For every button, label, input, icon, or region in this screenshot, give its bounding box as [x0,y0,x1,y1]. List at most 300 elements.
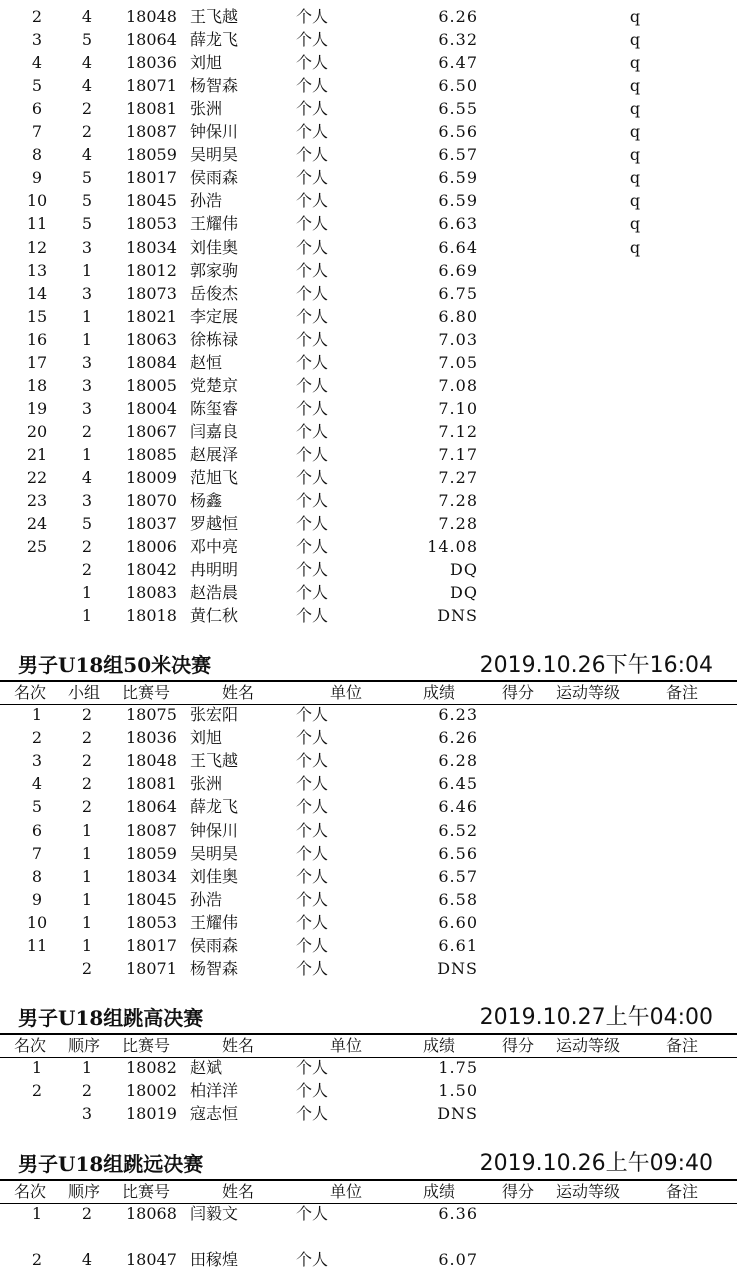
table-row [0,351,747,374]
result-cell: 6.26 [438,7,478,26]
group-cell: 3 [81,352,93,372]
bib-cell: 18036 [126,53,177,73]
bib-cell: 18064 [126,30,177,50]
result-cell: 6.75 [438,283,478,303]
bib-cell: 18004 [126,398,177,418]
section-time: 2019.10.27上午04:00 [479,1005,713,1030]
rank-cell: 5 [31,797,43,817]
result-cell: 6.46 [438,797,478,817]
rank-cell: 6 [31,820,43,840]
group-cell: 5 [81,30,93,50]
table-row [0,772,747,795]
name-cell: 黄仁秋 [190,606,239,626]
rank-cell: 9 [31,889,43,909]
bib-cell: 18071 [126,959,177,979]
header-rank: 名次 [14,1036,47,1055]
unit-cell: 个人 [296,99,329,119]
name-cell: 郭家驹 [190,260,239,280]
header-bib: 比赛号 [122,683,171,702]
result-cell: 7.12 [438,421,478,441]
name-cell: 赵浩晨 [190,583,239,603]
bib-cell: 18019 [126,1104,177,1123]
group-cell: 1 [81,444,93,464]
name-cell: 刘旭 [190,53,223,73]
name-cell: 岳俊杰 [190,283,239,303]
table-row [0,703,747,726]
name-cell: 侯雨森 [190,936,239,955]
name-cell: 王飞越 [190,7,239,26]
name-cell: 柏洋洋 [190,1081,239,1100]
result-cell: DQ [450,560,478,580]
qualifier-cell: q [629,168,641,188]
table-row [0,1056,747,1079]
bib-cell: 18045 [126,191,177,211]
section-title: 男子U18组跳远决赛 [18,1152,204,1176]
unit-cell: 个人 [296,283,329,303]
bib-cell: 18063 [126,329,177,349]
group-cell: 3 [81,491,93,511]
group-cell: 4 [81,1250,93,1269]
qualifier-cell: q [629,145,641,165]
table-row [0,466,747,489]
unit-cell: 个人 [296,1081,329,1100]
unit-cell: 个人 [296,53,329,73]
name-cell: 赵斌 [190,1058,223,1077]
rank-cell: 1 [31,1204,43,1223]
unit-cell: 个人 [296,191,329,211]
bib-cell: 18037 [126,514,177,534]
result-cell: DQ [450,583,478,603]
table-row [0,305,747,328]
header-unit: 单位 [330,1182,363,1201]
unit-cell: 个人 [296,30,329,50]
result-cell: 7.03 [438,329,478,349]
qualifier-cell: q [629,53,641,73]
name-cell: 刘佳奥 [190,237,239,257]
table-row [0,282,747,305]
group-cell: 2 [81,774,93,794]
rank-cell: 17 [26,352,48,372]
result-cell: 6.80 [438,306,478,326]
bib-cell: 18084 [126,352,177,372]
group-cell: 4 [81,76,93,96]
qualifier-cell: q [629,214,641,234]
result-cell: 14.08 [427,537,478,557]
rank-cell: 24 [26,514,48,534]
name-cell: 李定展 [190,306,239,326]
result-cell: 6.55 [438,99,478,119]
header-unit: 单位 [330,683,363,702]
group-cell: 2 [81,537,93,557]
section-title: 男子U18组50米决赛 [18,653,212,677]
group-cell: 1 [81,1058,93,1077]
header-score: 得分 [502,1036,535,1055]
bib-cell: 18081 [126,99,177,119]
bib-cell: 18071 [126,76,177,96]
header-level: 运动等级 [556,1182,621,1201]
name-cell: 刘佳奥 [190,866,239,886]
name-cell: 薛龙飞 [190,30,239,50]
rank-cell: 7 [31,122,43,142]
bib-cell: 18053 [126,214,177,234]
table-row [0,1248,747,1271]
qualifier-cell: q [629,122,641,142]
group-cell: 1 [81,889,93,909]
group-cell: 2 [81,1081,93,1100]
result-cell: DNS [437,959,478,979]
group-cell: 4 [81,468,93,487]
bib-cell: 18070 [126,491,177,511]
table-row [0,397,747,420]
table-row [0,51,747,74]
table-row [0,558,747,581]
header-rank: 名次 [14,1182,47,1201]
name-cell: 张洲 [190,774,223,794]
result-cell: 6.23 [438,705,478,724]
unit-cell: 个人 [296,168,329,188]
rank-cell: 14 [26,283,48,303]
result-cell: 7.05 [438,352,478,372]
bib-cell: 18048 [126,7,177,26]
table-row [0,259,747,282]
group-cell: 2 [81,122,93,142]
header-order: 顺序 [68,1036,101,1055]
bib-cell: 18067 [126,421,177,441]
result-cell: 6.59 [438,168,478,188]
bib-cell: 18036 [126,728,177,748]
group-cell: 2 [81,728,93,748]
rank-cell: 2 [31,1250,43,1269]
unit-cell: 个人 [296,606,329,626]
name-cell: 侯雨森 [190,168,239,188]
result-cell: 6.07 [438,1250,478,1269]
rank-cell: 2 [31,728,43,748]
name-cell: 吴明昊 [190,145,239,165]
rank-cell: 9 [31,168,43,188]
name-cell: 闫嘉良 [190,421,239,441]
table-header [0,680,737,705]
header-unit: 单位 [330,1036,363,1055]
header-name: 姓名 [222,1182,255,1201]
result-cell: 6.52 [438,820,478,840]
result-cell: 6.26 [438,728,478,748]
table-row [0,581,747,604]
result-cell: 6.56 [438,122,478,142]
header-result: 成绩 [423,683,456,702]
header-group: 小组 [68,683,101,702]
result-cell: 6.32 [438,30,478,50]
bib-cell: 18075 [126,705,177,724]
unit-cell: 个人 [296,76,329,96]
unit-cell: 个人 [296,352,329,372]
bib-cell: 18017 [126,168,177,188]
group-cell: 1 [81,820,93,840]
rank-cell: 3 [31,751,43,771]
table-row [0,212,747,235]
name-cell: 田稼煌 [190,1250,239,1269]
qualifier-cell: q [629,76,641,96]
table-header [0,1179,737,1204]
group-cell: 3 [81,283,93,303]
table-row [0,374,747,397]
unit-cell: 个人 [296,889,329,909]
result-cell: 1.75 [438,1058,478,1077]
rank-cell: 21 [26,444,48,464]
header-name: 姓名 [222,1036,255,1055]
result-cell: DNS [437,606,478,626]
table-header [0,1033,737,1058]
unit-cell: 个人 [296,122,329,142]
table-row [0,888,747,911]
result-cell: 6.63 [438,214,478,234]
bib-cell: 18053 [126,912,177,932]
rank-cell: 8 [31,866,43,886]
result-cell: 6.59 [438,191,478,211]
table-row [0,166,747,189]
unit-cell: 个人 [296,237,329,257]
table-row [0,28,747,51]
unit-cell: 个人 [296,751,329,771]
table-row [0,819,747,842]
group-cell: 1 [81,866,93,886]
rank-cell: 25 [26,537,48,557]
name-cell: 杨鑫 [190,491,223,511]
result-cell: 7.10 [438,398,478,418]
table-row [0,1079,747,1102]
result-cell: 7.17 [438,444,478,464]
name-cell: 罗越恒 [190,514,239,534]
rank-cell: 1 [31,705,43,724]
bib-cell: 18018 [126,606,177,626]
unit-cell: 个人 [296,329,329,349]
table-row [0,749,747,772]
rank-cell: 6 [31,99,43,119]
bib-cell: 18012 [126,260,177,280]
unit-cell: 个人 [296,705,329,724]
unit-cell: 个人 [296,583,329,603]
unit-cell: 个人 [296,560,329,580]
table-row [0,189,747,212]
header-score: 得分 [502,1182,535,1201]
table-row [0,420,747,443]
table-row [0,443,747,466]
bib-cell: 18087 [126,122,177,142]
bib-cell: 18047 [126,1250,177,1269]
group-cell: 5 [81,191,93,211]
name-cell: 王耀伟 [190,214,239,234]
result-cell: 6.58 [438,889,478,909]
table-row [0,957,747,980]
result-cell: 6.57 [438,866,478,886]
rank-cell: 2 [31,7,43,26]
bib-cell: 18021 [126,306,177,326]
unit-cell: 个人 [296,912,329,932]
rank-cell: 4 [31,774,43,794]
group-cell: 1 [81,583,93,603]
rank-cell: 7 [31,843,43,863]
rank-cell: 10 [26,191,48,211]
bib-cell: 18005 [126,375,177,395]
unit-cell: 个人 [296,444,329,464]
table-row [0,1102,747,1125]
bib-cell: 18064 [126,797,177,817]
unit-cell: 个人 [296,728,329,748]
section-time: 2019.10.26下午16:04 [479,653,713,678]
qualifier-cell: q [629,99,641,119]
unit-cell: 个人 [296,537,329,557]
group-cell: 5 [81,514,93,534]
unit-cell: 个人 [296,214,329,234]
table-row [0,604,747,627]
group-cell: 2 [81,421,93,441]
name-cell: 杨智森 [190,959,239,979]
header-result: 成绩 [423,1182,456,1201]
group-cell: 1 [81,606,93,626]
rank-cell: 18 [26,375,48,395]
rank-cell: 1 [31,1058,43,1077]
unit-cell: 个人 [296,1058,329,1077]
result-cell: 7.28 [438,491,478,511]
group-cell: 4 [81,145,93,165]
header-order: 顺序 [68,1182,101,1201]
bib-cell: 18082 [126,1058,177,1077]
unit-cell: 个人 [296,306,329,326]
unit-cell: 个人 [296,959,329,979]
name-cell: 吴明昊 [190,843,239,863]
unit-cell: 个人 [296,774,329,794]
unit-cell: 个人 [296,514,329,534]
name-cell: 党楚京 [190,375,239,395]
result-cell: 6.60 [438,912,478,932]
bib-cell: 18087 [126,820,177,840]
table-row [0,535,747,558]
bib-cell: 18059 [126,843,177,863]
header-notes: 备注 [666,1182,699,1201]
name-cell: 范旭飞 [190,468,239,487]
unit-cell: 个人 [296,421,329,441]
bib-cell: 18073 [126,283,177,303]
result-cell: 7.28 [438,514,478,534]
result-cell: 7.27 [438,468,478,487]
result-cell: 7.08 [438,375,478,395]
header-result: 成绩 [423,1036,456,1055]
bib-cell: 18009 [126,468,177,487]
header-notes: 备注 [666,1036,699,1055]
name-cell: 陈玺睿 [190,398,239,418]
result-cell: 6.56 [438,843,478,863]
table-row [0,911,747,934]
group-cell: 3 [81,375,93,395]
rank-cell: 2 [31,1081,43,1100]
rank-cell: 4 [31,53,43,73]
table-row [0,1202,747,1225]
name-cell: 薛龙飞 [190,797,239,817]
rank-cell: 13 [26,260,48,280]
rank-cell: 11 [26,936,48,955]
unit-cell: 个人 [296,797,329,817]
section-time: 2019.10.26上午09:40 [479,1151,713,1176]
group-cell: 2 [81,99,93,119]
table-row [0,143,747,166]
unit-cell: 个人 [296,866,329,886]
table-row [0,74,747,97]
table-row [0,512,747,535]
name-cell: 杨智森 [190,76,239,96]
table-row [0,120,747,143]
bib-cell: 18059 [126,145,177,165]
unit-cell: 个人 [296,7,329,26]
table-row [0,5,747,28]
name-cell: 赵恒 [190,352,223,372]
unit-cell: 个人 [296,936,329,955]
result-cell: 6.47 [438,53,478,73]
bib-cell: 18042 [126,560,177,580]
unit-cell: 个人 [296,145,329,165]
name-cell: 闫毅文 [190,1204,239,1223]
group-cell: 1 [81,329,93,349]
name-cell: 钟保川 [190,122,239,142]
result-cell: 6.45 [438,774,478,794]
name-cell: 徐栋禄 [190,329,239,349]
rank-cell: 19 [26,398,48,418]
header-level: 运动等级 [556,683,621,702]
group-cell: 3 [81,237,93,257]
group-cell: 5 [81,214,93,234]
name-cell: 寇志恒 [190,1104,239,1123]
bib-cell: 18083 [126,583,177,603]
name-cell: 张宏阳 [190,705,239,724]
result-cell: 6.61 [438,936,478,955]
result-cell: 6.50 [438,76,478,96]
bib-cell: 18081 [126,774,177,794]
group-cell: 2 [81,560,93,580]
unit-cell: 个人 [296,820,329,840]
name-cell: 钟保川 [190,820,239,840]
section-title: 男子U18组跳高决赛 [18,1006,204,1030]
name-cell: 张洲 [190,99,223,119]
name-cell: 刘旭 [190,728,223,748]
name-cell: 孙浩 [190,191,223,211]
header-name: 姓名 [222,683,255,702]
table-row [0,842,747,865]
result-cell: 6.36 [438,1204,478,1223]
header-level: 运动等级 [556,1036,621,1055]
rank-cell: 10 [26,912,48,932]
unit-cell: 个人 [296,1250,329,1269]
group-cell: 2 [81,797,93,817]
group-cell: 4 [81,53,93,73]
rank-cell: 8 [31,145,43,165]
unit-cell: 个人 [296,1204,329,1223]
group-cell: 1 [81,306,93,326]
result-cell: 6.69 [438,260,478,280]
table-row [0,97,747,120]
group-cell: 3 [81,1104,93,1123]
result-cell: 6.64 [438,237,478,257]
rank-cell: 22 [26,468,48,487]
qualifier-cell: q [629,191,641,211]
unit-cell: 个人 [296,398,329,418]
result-cell: DNS [437,1104,478,1123]
name-cell: 王飞越 [190,751,239,771]
group-cell: 1 [81,260,93,280]
table-row [0,934,747,957]
unit-cell: 个人 [296,468,329,487]
qualifier-cell: q [629,7,641,26]
bib-cell: 18034 [126,866,177,886]
group-cell: 2 [81,959,93,979]
bib-cell: 18068 [126,1204,177,1223]
